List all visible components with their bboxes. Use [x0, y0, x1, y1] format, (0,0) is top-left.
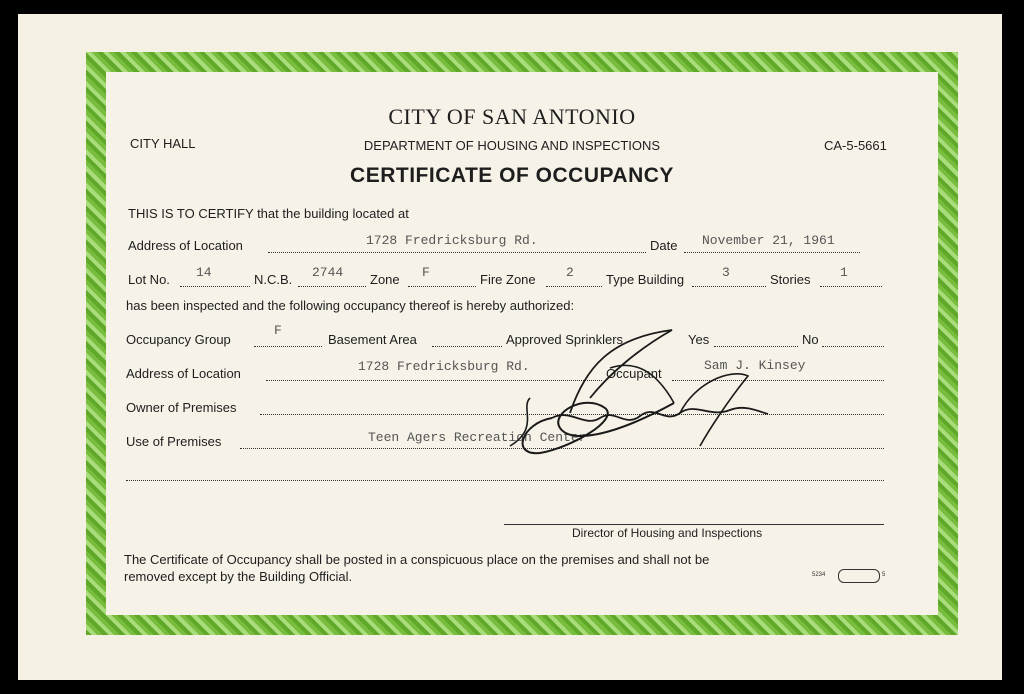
lot-value: 14 — [196, 265, 212, 280]
lot-label: Lot No. — [128, 272, 170, 287]
type-building-line — [692, 286, 766, 287]
stories-label: Stories — [770, 272, 811, 287]
notice-line-1: The Certificate of Occupancy shall be posted in a conspicuous place on the premises and shall not be — [124, 552, 710, 567]
city-hall-label: CITY HALL — [130, 136, 196, 151]
ncb-line — [298, 286, 366, 287]
lot-line — [180, 286, 250, 287]
fire-zone-line — [546, 286, 602, 287]
occupancy-group-label: Occupancy Group — [126, 332, 231, 347]
signature-title: Director of Housing and Inspections — [572, 526, 763, 540]
occupancy-group-value: F — [274, 323, 282, 338]
zone-label: Zone — [370, 272, 400, 287]
zone-line — [408, 286, 476, 287]
inspected-text: has been inspected and the following occupancy thereof is hereby authorized: — [126, 298, 575, 313]
type-building-value: 3 — [722, 265, 730, 280]
use-label: Use of Premises — [126, 434, 222, 449]
department-heading: DEPARTMENT OF HOUSING AND INSPECTIONS — [363, 138, 661, 153]
ncb-label: N.C.B. — [254, 272, 293, 287]
notice-line-2: removed except by the Building Official. — [124, 569, 353, 584]
owner-label: Owner of Premises — [126, 400, 237, 415]
date-value: November 21, 1961 — [702, 233, 835, 248]
union-label-icon — [838, 569, 880, 583]
stories-value: 1 — [840, 265, 848, 280]
occupant-value: Sam J. Kinsey — [704, 358, 806, 373]
yes-label: Yes — [688, 332, 710, 347]
handwritten-signature — [410, 328, 770, 458]
signature-line — [504, 524, 884, 525]
fire-zone-label: Fire Zone — [480, 272, 536, 287]
use-value: Teen Agers Recreation Center — [368, 430, 587, 445]
no-line — [822, 346, 884, 347]
no-label: No — [802, 332, 819, 347]
stories-line — [820, 286, 882, 287]
address2-label: Address of Location — [126, 366, 241, 381]
certificate-title: CERTIFICATE OF OCCUPANCY — [350, 164, 674, 187]
occupancy-group-line — [254, 346, 322, 347]
occupant-label: Occupant — [606, 366, 662, 381]
zone-value: F — [422, 265, 430, 280]
print-suffix: 5 — [882, 572, 886, 578]
address-label: Address of Location — [128, 238, 243, 253]
blank-line — [126, 480, 884, 481]
fire-zone-value: 2 — [566, 265, 574, 280]
date-label: Date — [650, 238, 678, 253]
address2-value: 1728 Fredricksburg Rd. — [358, 359, 530, 374]
print-code: 5234 — [812, 572, 826, 578]
sprinklers-label: Approved Sprinklers — [506, 332, 624, 347]
ncb-value: 2744 — [312, 265, 344, 280]
form-number: CA-5-5661 — [824, 138, 887, 153]
address-line — [268, 252, 646, 253]
city-heading: CITY OF SAN ANTONIO — [388, 104, 636, 129]
type-building-label: Type Building — [606, 272, 685, 287]
basement-label: Basement Area — [328, 332, 417, 347]
date-line — [684, 252, 860, 253]
intro-text: THIS IS TO CERTIFY that the building located at — [128, 206, 409, 221]
address-value: 1728 Fredricksburg Rd. — [366, 233, 538, 248]
